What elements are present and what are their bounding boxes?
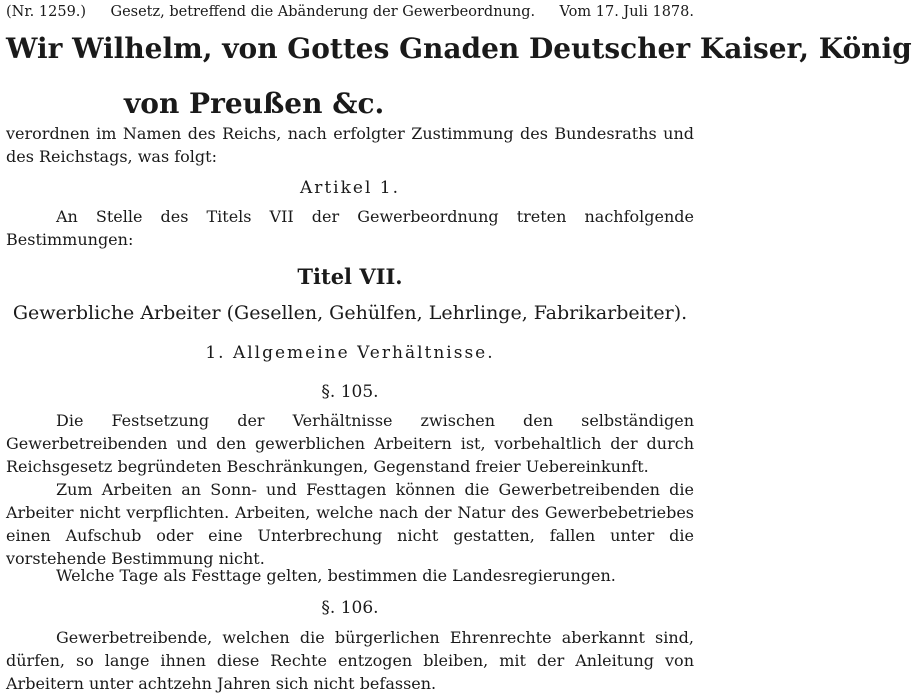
paragraph-106-text-1: Gewerbetreibende, welchen die bürgerlichen Ehrenrechte aberkannt sind, dürfen, so lange ihnen diese Rechte entzogen bleiben, mit der Anleitung von Arbeitern unter achtzehn Jahren sich nicht befassen. (6, 628, 694, 693)
paragraph-106-heading: §. 106. (321, 598, 379, 618)
section-heading: 1. Allgemeine Verhältnisse. (205, 343, 495, 363)
article-heading: Artikel 1. (299, 178, 401, 198)
page-header (6, 4, 694, 20)
titel-heading: Titel VII. (297, 264, 403, 289)
paragraph-105-heading: §. 105. (321, 382, 379, 402)
law-number: (Nr. 1259.) (6, 4, 87, 20)
preamble: verordnen im Namen des Reichs, nach erfolgter Zustimmung des Bundesraths und des Reichstags, was folgt: (6, 124, 694, 166)
titel-subtitle: Gewerbliche Arbeiter (Gesellen, Gehülfen, Lehrlinge, Fabrikarbeiter). (12, 302, 688, 324)
paragraph-105-text-1: Die Festsetzung der Verhältnisse zwischen den selbständigen Gewerbetreibenden und den gewerblichen Arbeitern ist, vorbehaltlich der durch Reichsgesetz begründeten Beschränkungen, Gegenstand freier Uebereinkunft. (6, 411, 694, 476)
law-date: Vom 17. Juli 1878. (559, 4, 694, 20)
enactment-title: Wir Wilhelm, von Gottes Gnaden Deutscher Kaiser, König (6, 32, 912, 65)
law-title: Gesetz, betreffend die Abänderung der Gewerbeordnung. (110, 4, 536, 20)
paragraph-105-text-2: Zum Arbeiten an Sonn- und Festtagen können die Gewerbetreibenden die Arbeiter nicht verpflichten. Arbeiten, welche nach der Natur des Gewerbebetriebes einen Aufschub oder eine Unterbrechung nicht gestatten, fallen unter die vorstehende Bestimmung nicht. (6, 480, 694, 568)
article-text: An Stelle des Titels VII der Gewerbeordnung treten nachfolgende Bestimmungen: (6, 207, 694, 249)
enactment-title-cont: von Preußen &c. (124, 87, 385, 120)
paragraph-105-text-3: Welche Tage als Festtage gelten, bestimmen die Landesregierungen. (56, 566, 616, 585)
